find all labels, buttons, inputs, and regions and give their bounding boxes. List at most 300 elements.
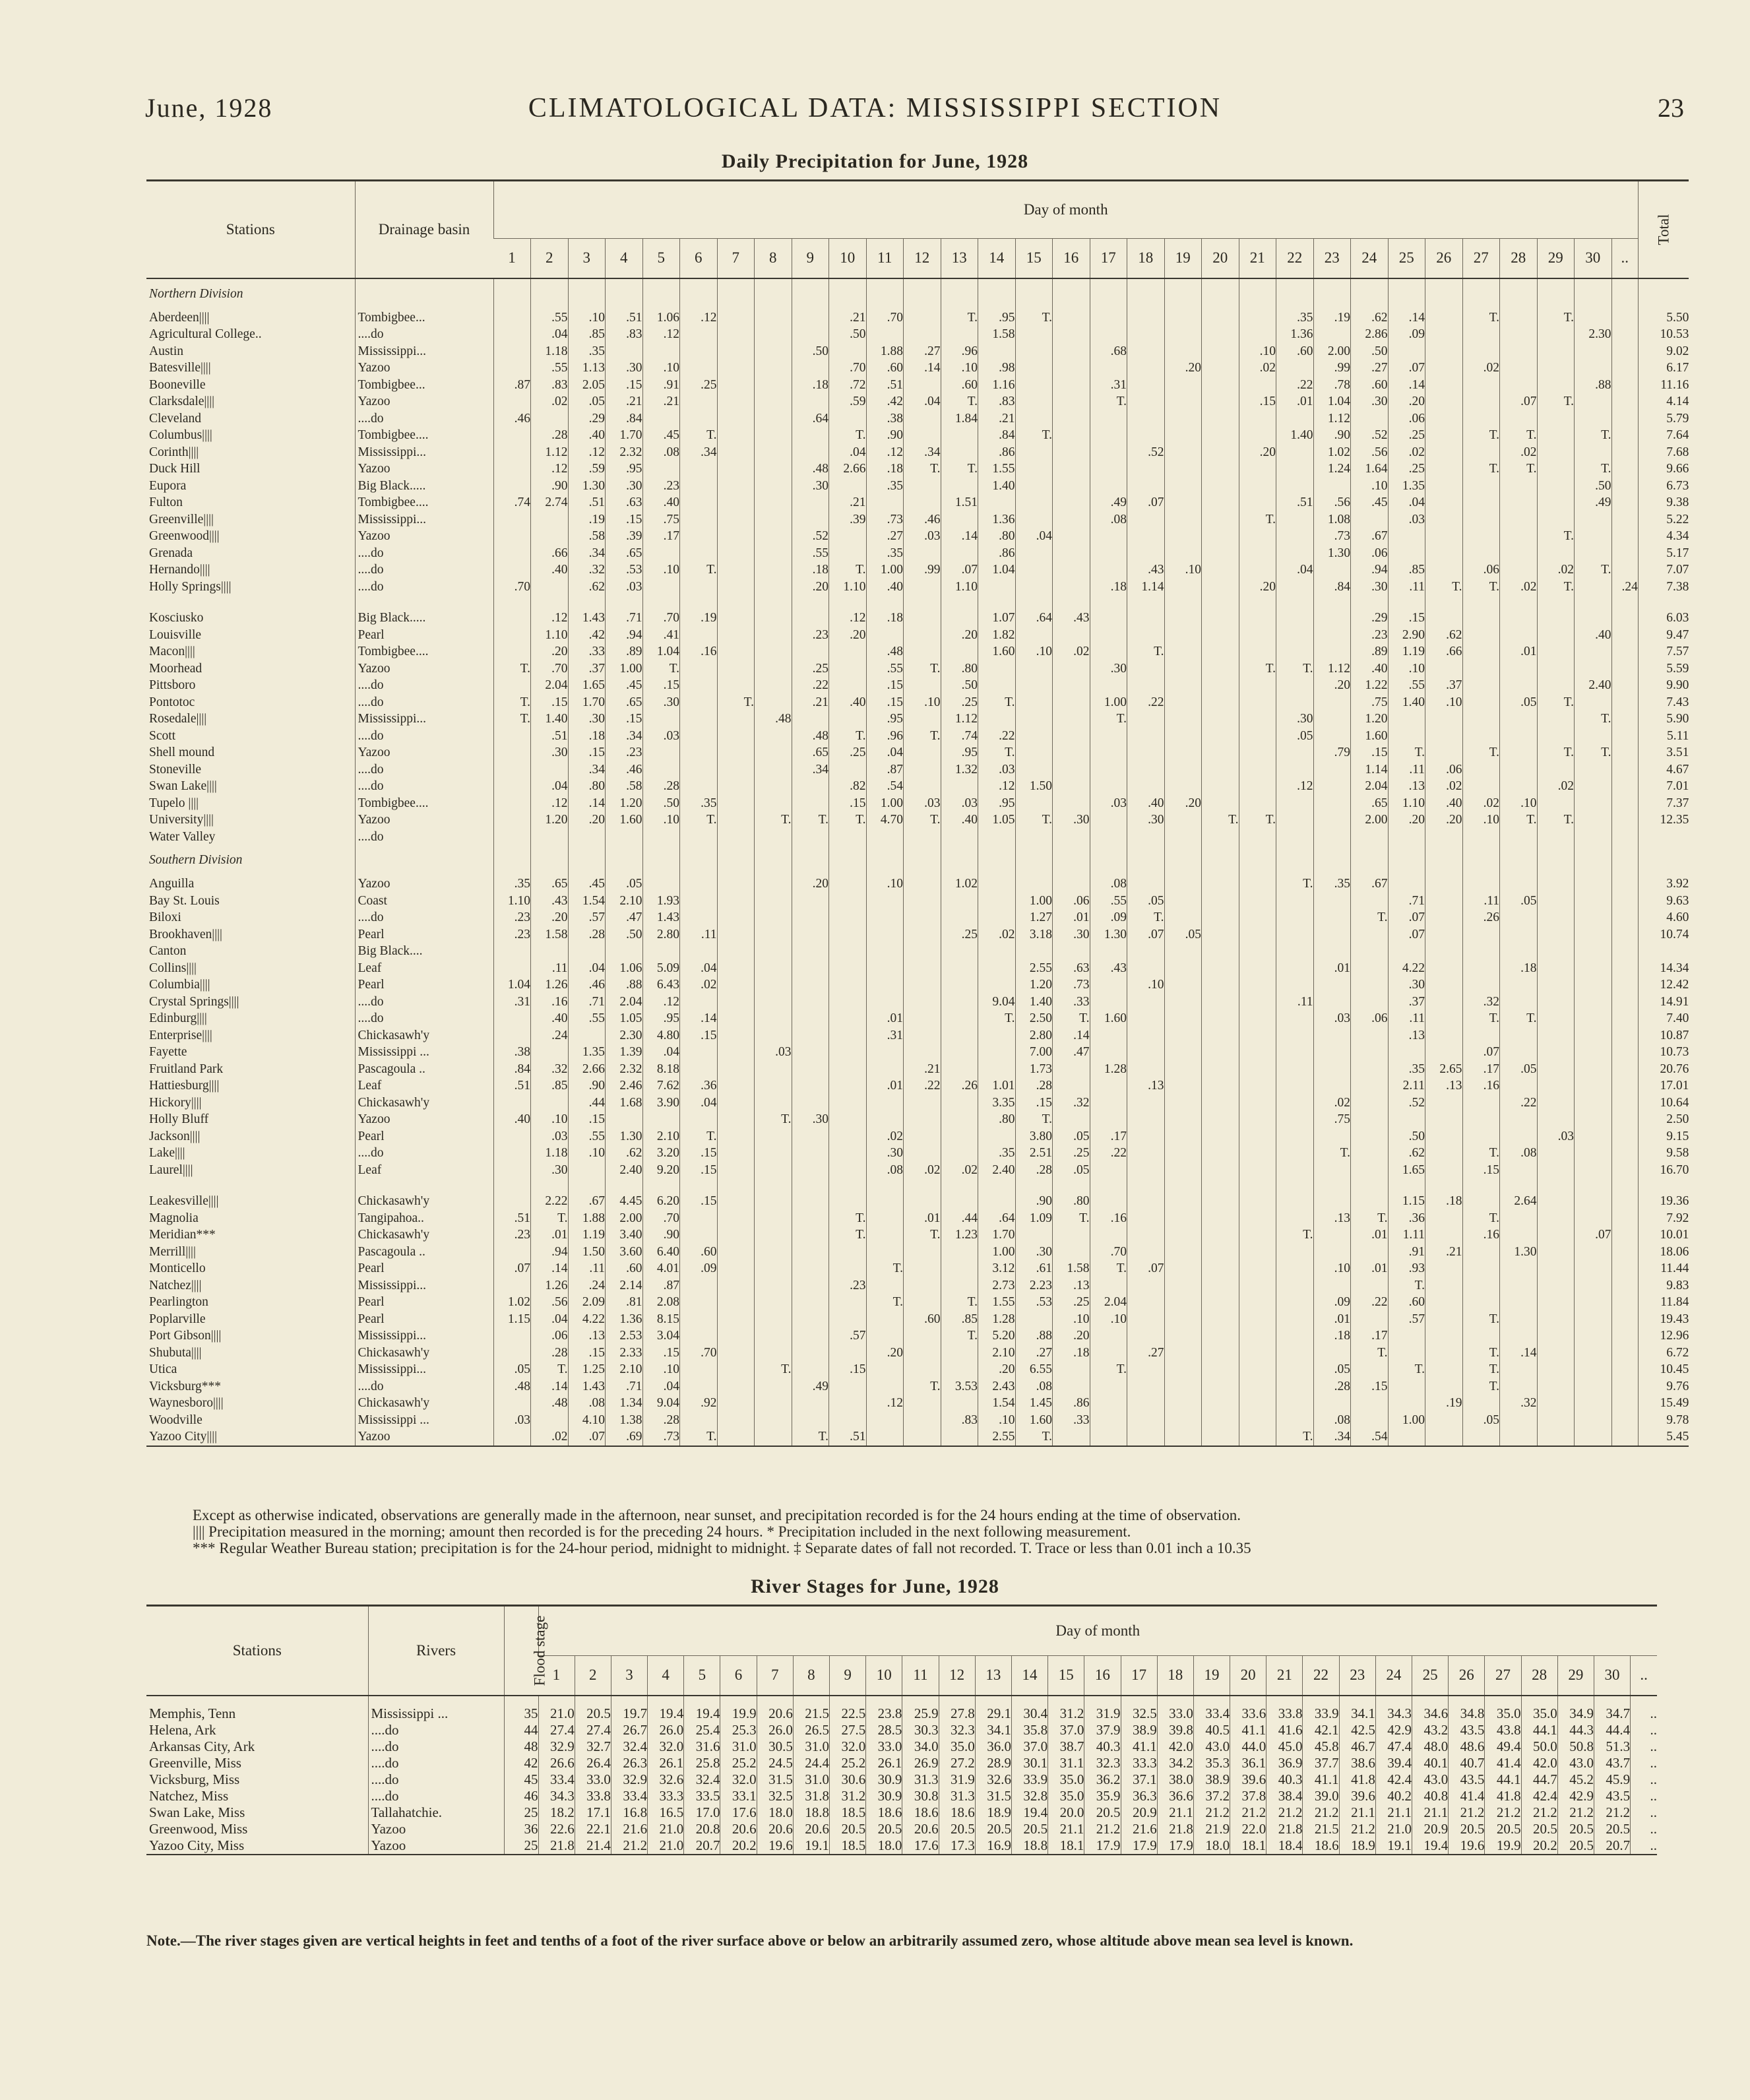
precip-value bbox=[680, 478, 718, 495]
precip-value bbox=[866, 1044, 904, 1061]
precip-value bbox=[755, 1260, 792, 1277]
precip-value: 1.00 bbox=[978, 1244, 1016, 1261]
precip-value: 1.15 bbox=[1388, 1193, 1425, 1210]
precip-value bbox=[1164, 1327, 1202, 1345]
precip-value bbox=[606, 943, 643, 960]
precip-value bbox=[493, 795, 531, 812]
precip-value: 4.80 bbox=[642, 1027, 680, 1044]
station-name: Magnolia bbox=[149, 1211, 199, 1225]
precip-value: .04 bbox=[1015, 528, 1053, 545]
station-name: Scott bbox=[149, 728, 176, 743]
precip-value bbox=[717, 660, 755, 678]
precip-value bbox=[642, 461, 680, 478]
precip-value bbox=[1425, 326, 1463, 343]
precip-value bbox=[1500, 976, 1538, 994]
stage-value: 18.0 bbox=[1193, 1837, 1230, 1855]
precip-value: .99 bbox=[1313, 360, 1351, 377]
stage-value: 31.5 bbox=[975, 1788, 1011, 1804]
precip-value bbox=[1462, 960, 1500, 977]
precip-value: .16 bbox=[680, 643, 718, 660]
precip-value bbox=[866, 1311, 904, 1328]
precip-value: .35 bbox=[978, 1145, 1016, 1162]
precip-value: T. bbox=[829, 728, 867, 745]
precip-value: .17 bbox=[642, 528, 680, 545]
precip-value bbox=[1575, 1345, 1612, 1362]
precip-value bbox=[1276, 511, 1314, 528]
stations-header: Stations bbox=[146, 181, 355, 278]
precip-value: T. bbox=[1537, 694, 1575, 711]
precip-value: T. bbox=[1053, 1210, 1090, 1227]
precip-value: .51 bbox=[493, 1210, 531, 1227]
station-name: Columbia|||| bbox=[149, 978, 210, 992]
precip-value: .15 bbox=[866, 677, 904, 694]
precip-value: 2.50 bbox=[1015, 1010, 1053, 1027]
precip-value bbox=[755, 761, 792, 779]
drainage-basin: Big Black..... bbox=[355, 478, 493, 495]
precip-value bbox=[493, 343, 531, 360]
stage-value: 35.0 bbox=[939, 1738, 975, 1755]
stage-value: 33.5 bbox=[684, 1788, 720, 1804]
blank-cell bbox=[606, 845, 643, 875]
stage-value: 21.2 bbox=[1303, 1804, 1339, 1821]
stage-value: 32.0 bbox=[720, 1771, 757, 1788]
precip-value: .12 bbox=[978, 778, 1016, 795]
precip-value bbox=[1537, 377, 1575, 394]
precip-value: T. bbox=[1537, 579, 1575, 596]
precip-value: .22 bbox=[904, 1077, 941, 1095]
precip-value bbox=[1462, 694, 1500, 711]
precip-value bbox=[1053, 875, 1090, 893]
precip-value: .10 bbox=[642, 811, 680, 829]
precip-value bbox=[1388, 1395, 1425, 1412]
precip-value bbox=[717, 1260, 755, 1277]
precip-value: T. bbox=[829, 811, 867, 829]
precip-value bbox=[1575, 444, 1612, 461]
precip-value bbox=[642, 744, 680, 761]
precip-value bbox=[1276, 1077, 1314, 1095]
blank-cell bbox=[717, 1178, 755, 1193]
station-name: Monticello bbox=[149, 1261, 206, 1275]
stage-value: 21.1 bbox=[1048, 1821, 1084, 1837]
precip-value: .50 bbox=[642, 795, 680, 812]
precip-value bbox=[755, 1077, 792, 1095]
stage-value: 24.4 bbox=[793, 1755, 829, 1771]
precip-value: 2.08 bbox=[642, 1294, 680, 1311]
blank-cell bbox=[1537, 278, 1575, 309]
precip-value: .30 bbox=[1053, 811, 1090, 829]
precip-value bbox=[1313, 811, 1351, 829]
precip-value bbox=[1239, 694, 1276, 711]
precip-value: .55 bbox=[568, 1128, 606, 1145]
table-row bbox=[146, 1696, 1657, 1722]
precip-value: .85 bbox=[531, 1077, 569, 1095]
precipitation-footnotes bbox=[193, 1507, 1677, 1556]
precip-value: T. bbox=[1462, 1010, 1500, 1027]
precip-value bbox=[866, 976, 904, 994]
stage-value: 34.1 bbox=[975, 1722, 1011, 1738]
precip-value bbox=[1090, 627, 1127, 644]
precip-value: 1.50 bbox=[1015, 778, 1053, 795]
table-row bbox=[146, 976, 1689, 994]
precip-value: .72 bbox=[829, 377, 867, 394]
drainage-basin: Mississippi... bbox=[355, 444, 493, 461]
precip-value: .45 bbox=[1351, 494, 1389, 511]
precip-value bbox=[1425, 893, 1463, 910]
precip-value: .70 bbox=[642, 610, 680, 627]
precip-value bbox=[1462, 943, 1500, 960]
precip-value: .18 bbox=[866, 461, 904, 478]
precip-value: 1.82 bbox=[978, 627, 1016, 644]
precip-value bbox=[792, 309, 829, 327]
precip-value: .20 bbox=[829, 627, 867, 644]
river-day-header: 16 bbox=[1084, 1656, 1121, 1696]
precip-value bbox=[680, 1327, 718, 1345]
precip-total: 5.11 bbox=[1638, 728, 1689, 745]
precip-value: 2.32 bbox=[606, 444, 643, 461]
precip-value bbox=[1127, 627, 1165, 644]
precip-value bbox=[1425, 1226, 1463, 1244]
stage-value: 17.6 bbox=[720, 1804, 757, 1821]
stage-value: 21.2 bbox=[1521, 1804, 1557, 1821]
precip-value: 9.04 bbox=[978, 994, 1016, 1011]
precip-value bbox=[1202, 660, 1239, 678]
blank-cell bbox=[642, 278, 680, 309]
precip-value: .01 bbox=[866, 1077, 904, 1095]
precip-value bbox=[1537, 360, 1575, 377]
river-name: Yazoo bbox=[368, 1837, 504, 1855]
precip-value bbox=[1164, 976, 1202, 994]
precip-value bbox=[680, 694, 718, 711]
precip-value: .18 bbox=[568, 728, 606, 745]
precip-value: .04 bbox=[680, 1095, 718, 1112]
precip-value bbox=[1611, 1277, 1638, 1294]
stage-value: 25.2 bbox=[720, 1755, 757, 1771]
precip-value: 3.04 bbox=[642, 1327, 680, 1345]
precip-value bbox=[1164, 893, 1202, 910]
blank-cell bbox=[355, 845, 493, 875]
stage-value: 28.9 bbox=[975, 1755, 1011, 1771]
precip-value: .10 bbox=[1351, 478, 1389, 495]
precip-value bbox=[1462, 343, 1500, 360]
precip-total: 12.35 bbox=[1638, 811, 1689, 829]
precip-value: .04 bbox=[1276, 561, 1314, 579]
precip-total: 5.90 bbox=[1638, 711, 1689, 728]
precip-value bbox=[1537, 494, 1575, 511]
precip-value bbox=[1090, 545, 1127, 562]
precip-value bbox=[1425, 1145, 1463, 1162]
precip-value bbox=[1313, 795, 1351, 812]
precip-value bbox=[1276, 1395, 1314, 1412]
stage-value: 31.6 bbox=[684, 1738, 720, 1755]
precip-value: .07 bbox=[1575, 1226, 1612, 1244]
precip-value: .44 bbox=[941, 1210, 978, 1227]
precip-value bbox=[717, 427, 755, 444]
flood-stage-header: Flood stage bbox=[504, 1606, 538, 1696]
precip-value bbox=[1127, 1395, 1165, 1412]
precip-value: .49 bbox=[1090, 494, 1127, 511]
precip-value bbox=[531, 528, 569, 545]
precip-value bbox=[1313, 778, 1351, 795]
precip-value bbox=[1053, 561, 1090, 579]
precip-value bbox=[1090, 427, 1127, 444]
precip-value: .50 bbox=[1351, 343, 1389, 360]
precip-value bbox=[1388, 829, 1425, 846]
precip-value bbox=[1202, 976, 1239, 994]
precip-value bbox=[1202, 1327, 1239, 1345]
river-day-header: 1 bbox=[538, 1656, 575, 1696]
stage-value: 43.5 bbox=[1449, 1722, 1485, 1738]
precip-value: .60 bbox=[1276, 343, 1314, 360]
precip-value bbox=[792, 994, 829, 1011]
stage-value: 18.5 bbox=[830, 1804, 866, 1821]
precip-value bbox=[493, 677, 531, 694]
precip-value: .01 bbox=[1313, 960, 1351, 977]
precip-value bbox=[642, 1111, 680, 1128]
precip-value: 1.70 bbox=[606, 427, 643, 444]
precip-value bbox=[1276, 1311, 1314, 1328]
precip-value bbox=[904, 829, 941, 846]
precip-value: 2.00 bbox=[1313, 343, 1351, 360]
precip-value bbox=[1276, 1044, 1314, 1061]
precip-value: 1.12 bbox=[531, 444, 569, 461]
precip-value bbox=[1164, 1277, 1202, 1294]
blank-cell bbox=[1053, 1178, 1090, 1193]
precip-value: .02 bbox=[1537, 561, 1575, 579]
stage-value: 39.0 bbox=[1303, 1788, 1339, 1804]
precip-total: 11.84 bbox=[1638, 1294, 1689, 1311]
station-name: Edinburg|||| bbox=[149, 1011, 207, 1025]
precip-value bbox=[717, 528, 755, 545]
precip-value: .09 bbox=[680, 1260, 718, 1277]
precip-value bbox=[1053, 728, 1090, 745]
precip-value: .64 bbox=[978, 1210, 1016, 1227]
precip-value bbox=[493, 610, 531, 627]
precip-total: 5.50 bbox=[1638, 309, 1689, 327]
blank-cell bbox=[531, 278, 569, 309]
precip-total: 4.60 bbox=[1638, 909, 1689, 926]
precip-value: .51 bbox=[531, 728, 569, 745]
precip-value: .59 bbox=[829, 393, 867, 410]
precip-value: 3.53 bbox=[941, 1378, 978, 1395]
stage-value: 18.0 bbox=[757, 1804, 793, 1821]
precip-value bbox=[1462, 494, 1500, 511]
precip-value bbox=[1611, 360, 1638, 377]
precip-value: .04 bbox=[642, 1044, 680, 1061]
precip-value bbox=[755, 677, 792, 694]
blank-cell bbox=[1537, 595, 1575, 610]
precip-value bbox=[1239, 1077, 1276, 1095]
precip-value: 2.80 bbox=[1015, 1027, 1053, 1044]
precip-value bbox=[1202, 728, 1239, 745]
stage-value: 26.0 bbox=[648, 1722, 684, 1738]
precip-value: 1.23 bbox=[941, 1226, 978, 1244]
blank-cell bbox=[1313, 845, 1351, 875]
precip-value bbox=[1276, 478, 1314, 495]
precip-value bbox=[493, 811, 531, 829]
precip-value bbox=[755, 1412, 792, 1429]
stage-value: 49.4 bbox=[1485, 1738, 1521, 1755]
precip-value: 6.20 bbox=[642, 1193, 680, 1210]
precip-total: 9.15 bbox=[1638, 1128, 1689, 1145]
precip-value bbox=[680, 1361, 718, 1378]
precip-value bbox=[1575, 1128, 1612, 1145]
station-name: Pearlington bbox=[149, 1295, 208, 1309]
precip-value: 1.84 bbox=[941, 410, 978, 428]
drainage-basin: Mississippi... bbox=[355, 711, 493, 728]
precip-value bbox=[1425, 1277, 1463, 1294]
precip-value bbox=[941, 960, 978, 977]
drainage-basin: Mississippi ... bbox=[355, 1044, 493, 1061]
stage-value: 17.0 bbox=[684, 1804, 720, 1821]
drainage-basin: Yazoo bbox=[355, 461, 493, 478]
precip-value bbox=[717, 309, 755, 327]
precip-value bbox=[1611, 309, 1638, 327]
precip-value bbox=[1500, 909, 1538, 926]
precip-value bbox=[866, 909, 904, 926]
precip-value: .28 bbox=[642, 1412, 680, 1429]
table-row bbox=[146, 994, 1689, 1011]
precip-value: .20 bbox=[1164, 360, 1202, 377]
station-name: Leakesville|||| bbox=[149, 1194, 219, 1208]
precip-value: .55 bbox=[866, 660, 904, 678]
precip-value bbox=[568, 1027, 606, 1044]
precip-value bbox=[680, 909, 718, 926]
precip-value bbox=[1537, 1193, 1575, 1210]
blank-cell bbox=[568, 1178, 606, 1193]
stage-value: 33.4 bbox=[611, 1788, 647, 1804]
precip-value: .15 bbox=[1015, 1095, 1053, 1112]
precip-value: T. bbox=[1500, 811, 1538, 829]
precip-value bbox=[1575, 761, 1612, 779]
precip-total: 9.90 bbox=[1638, 677, 1689, 694]
precip-value: 1.30 bbox=[1313, 545, 1351, 562]
precip-value: .51 bbox=[866, 377, 904, 394]
precip-value: .25 bbox=[941, 926, 978, 943]
precip-value: .20 bbox=[531, 909, 569, 926]
stage-value: 37.2 bbox=[1193, 1788, 1230, 1804]
precip-value bbox=[1239, 427, 1276, 444]
precip-value bbox=[1276, 1412, 1314, 1429]
precip-value bbox=[866, 994, 904, 1011]
precip-total: 9.63 bbox=[1638, 893, 1689, 910]
precip-value: .15 bbox=[606, 511, 643, 528]
precip-value bbox=[904, 545, 941, 562]
stage-value: 33.0 bbox=[575, 1771, 611, 1788]
precip-value bbox=[493, 761, 531, 779]
precip-value: .20 bbox=[1239, 444, 1276, 461]
precip-value bbox=[1239, 1327, 1276, 1345]
stage-value: .. bbox=[1631, 1738, 1657, 1755]
precip-value bbox=[755, 309, 792, 327]
precip-value bbox=[1537, 1061, 1575, 1078]
precip-value bbox=[1537, 627, 1575, 644]
precip-value bbox=[1239, 1428, 1276, 1446]
precip-value bbox=[1462, 761, 1500, 779]
river-day-header: 26 bbox=[1449, 1656, 1485, 1696]
precip-value bbox=[1164, 829, 1202, 846]
precip-value: .30 bbox=[1388, 976, 1425, 994]
precip-value: .10 bbox=[642, 561, 680, 579]
precip-value: 1.58 bbox=[1053, 1260, 1090, 1277]
precip-total: 9.47 bbox=[1638, 627, 1689, 644]
station-name: Booneville bbox=[149, 377, 206, 392]
precip-value bbox=[1053, 393, 1090, 410]
flood-stage: 48 bbox=[504, 1738, 538, 1755]
precip-value bbox=[1090, 610, 1127, 627]
precip-value bbox=[755, 1395, 792, 1412]
precip-value bbox=[1575, 926, 1612, 943]
precip-value: .02 bbox=[866, 1128, 904, 1145]
precip-value bbox=[829, 994, 867, 1011]
drainage-basin: Mississippi... bbox=[355, 1361, 493, 1378]
precip-value bbox=[1537, 728, 1575, 745]
river-day-header: 2 bbox=[575, 1656, 611, 1696]
precip-value: T. bbox=[1575, 711, 1612, 728]
precip-value: .20 bbox=[792, 875, 829, 893]
blank-cell bbox=[1351, 845, 1389, 875]
table-row bbox=[146, 1738, 1657, 1755]
precip-value: .17 bbox=[1462, 1061, 1500, 1078]
precip-value: T. bbox=[493, 694, 531, 711]
precip-value: .75 bbox=[1351, 694, 1389, 711]
precip-value: 8.18 bbox=[642, 1061, 680, 1078]
precip-value bbox=[1090, 1428, 1127, 1446]
precip-value bbox=[1127, 728, 1165, 745]
precip-value: 2.73 bbox=[978, 1277, 1016, 1294]
precip-value: T. bbox=[1462, 309, 1500, 327]
precip-value bbox=[1500, 1294, 1538, 1311]
river-day-header: 3 bbox=[611, 1656, 647, 1696]
stage-value: 21.1 bbox=[1157, 1804, 1193, 1821]
precip-value bbox=[1575, 511, 1612, 528]
precip-value: .87 bbox=[493, 377, 531, 394]
precip-value: T. bbox=[1090, 393, 1127, 410]
precip-value bbox=[1127, 309, 1165, 327]
drainage-basin: Pearl bbox=[355, 1128, 493, 1145]
stage-value: 40.3 bbox=[1266, 1771, 1303, 1788]
station-name: Columbus|||| bbox=[149, 428, 212, 442]
precip-value bbox=[717, 1010, 755, 1027]
precip-value: .02 bbox=[1053, 643, 1090, 660]
blank-cell bbox=[941, 1178, 978, 1193]
precip-total: 9.78 bbox=[1638, 1412, 1689, 1429]
precip-value bbox=[717, 1226, 755, 1244]
precip-value bbox=[1202, 494, 1239, 511]
precip-value bbox=[941, 511, 978, 528]
precip-value: .31 bbox=[493, 994, 531, 1011]
precip-value: 2.46 bbox=[606, 1077, 643, 1095]
precip-value: .32 bbox=[568, 561, 606, 579]
precip-value bbox=[1611, 627, 1638, 644]
stage-value: 34.3 bbox=[1375, 1696, 1412, 1722]
stage-value: 18.6 bbox=[1303, 1837, 1339, 1855]
precip-value: .83 bbox=[606, 326, 643, 343]
precip-value bbox=[1575, 1027, 1612, 1044]
precip-value bbox=[829, 1193, 867, 1210]
precip-value bbox=[1575, 1193, 1612, 1210]
stage-value: 42.4 bbox=[1521, 1788, 1557, 1804]
blank-cell bbox=[1500, 278, 1538, 309]
stage-value: 44.1 bbox=[1485, 1771, 1521, 1788]
blank-cell bbox=[755, 595, 792, 610]
precip-value bbox=[1127, 1010, 1165, 1027]
stage-value: 21.5 bbox=[1303, 1821, 1339, 1837]
precip-value: T. bbox=[1090, 1361, 1127, 1378]
precip-value: 1.58 bbox=[978, 326, 1016, 343]
precip-value bbox=[792, 1044, 829, 1061]
precip-value bbox=[904, 677, 941, 694]
precip-value bbox=[1276, 1061, 1314, 1078]
